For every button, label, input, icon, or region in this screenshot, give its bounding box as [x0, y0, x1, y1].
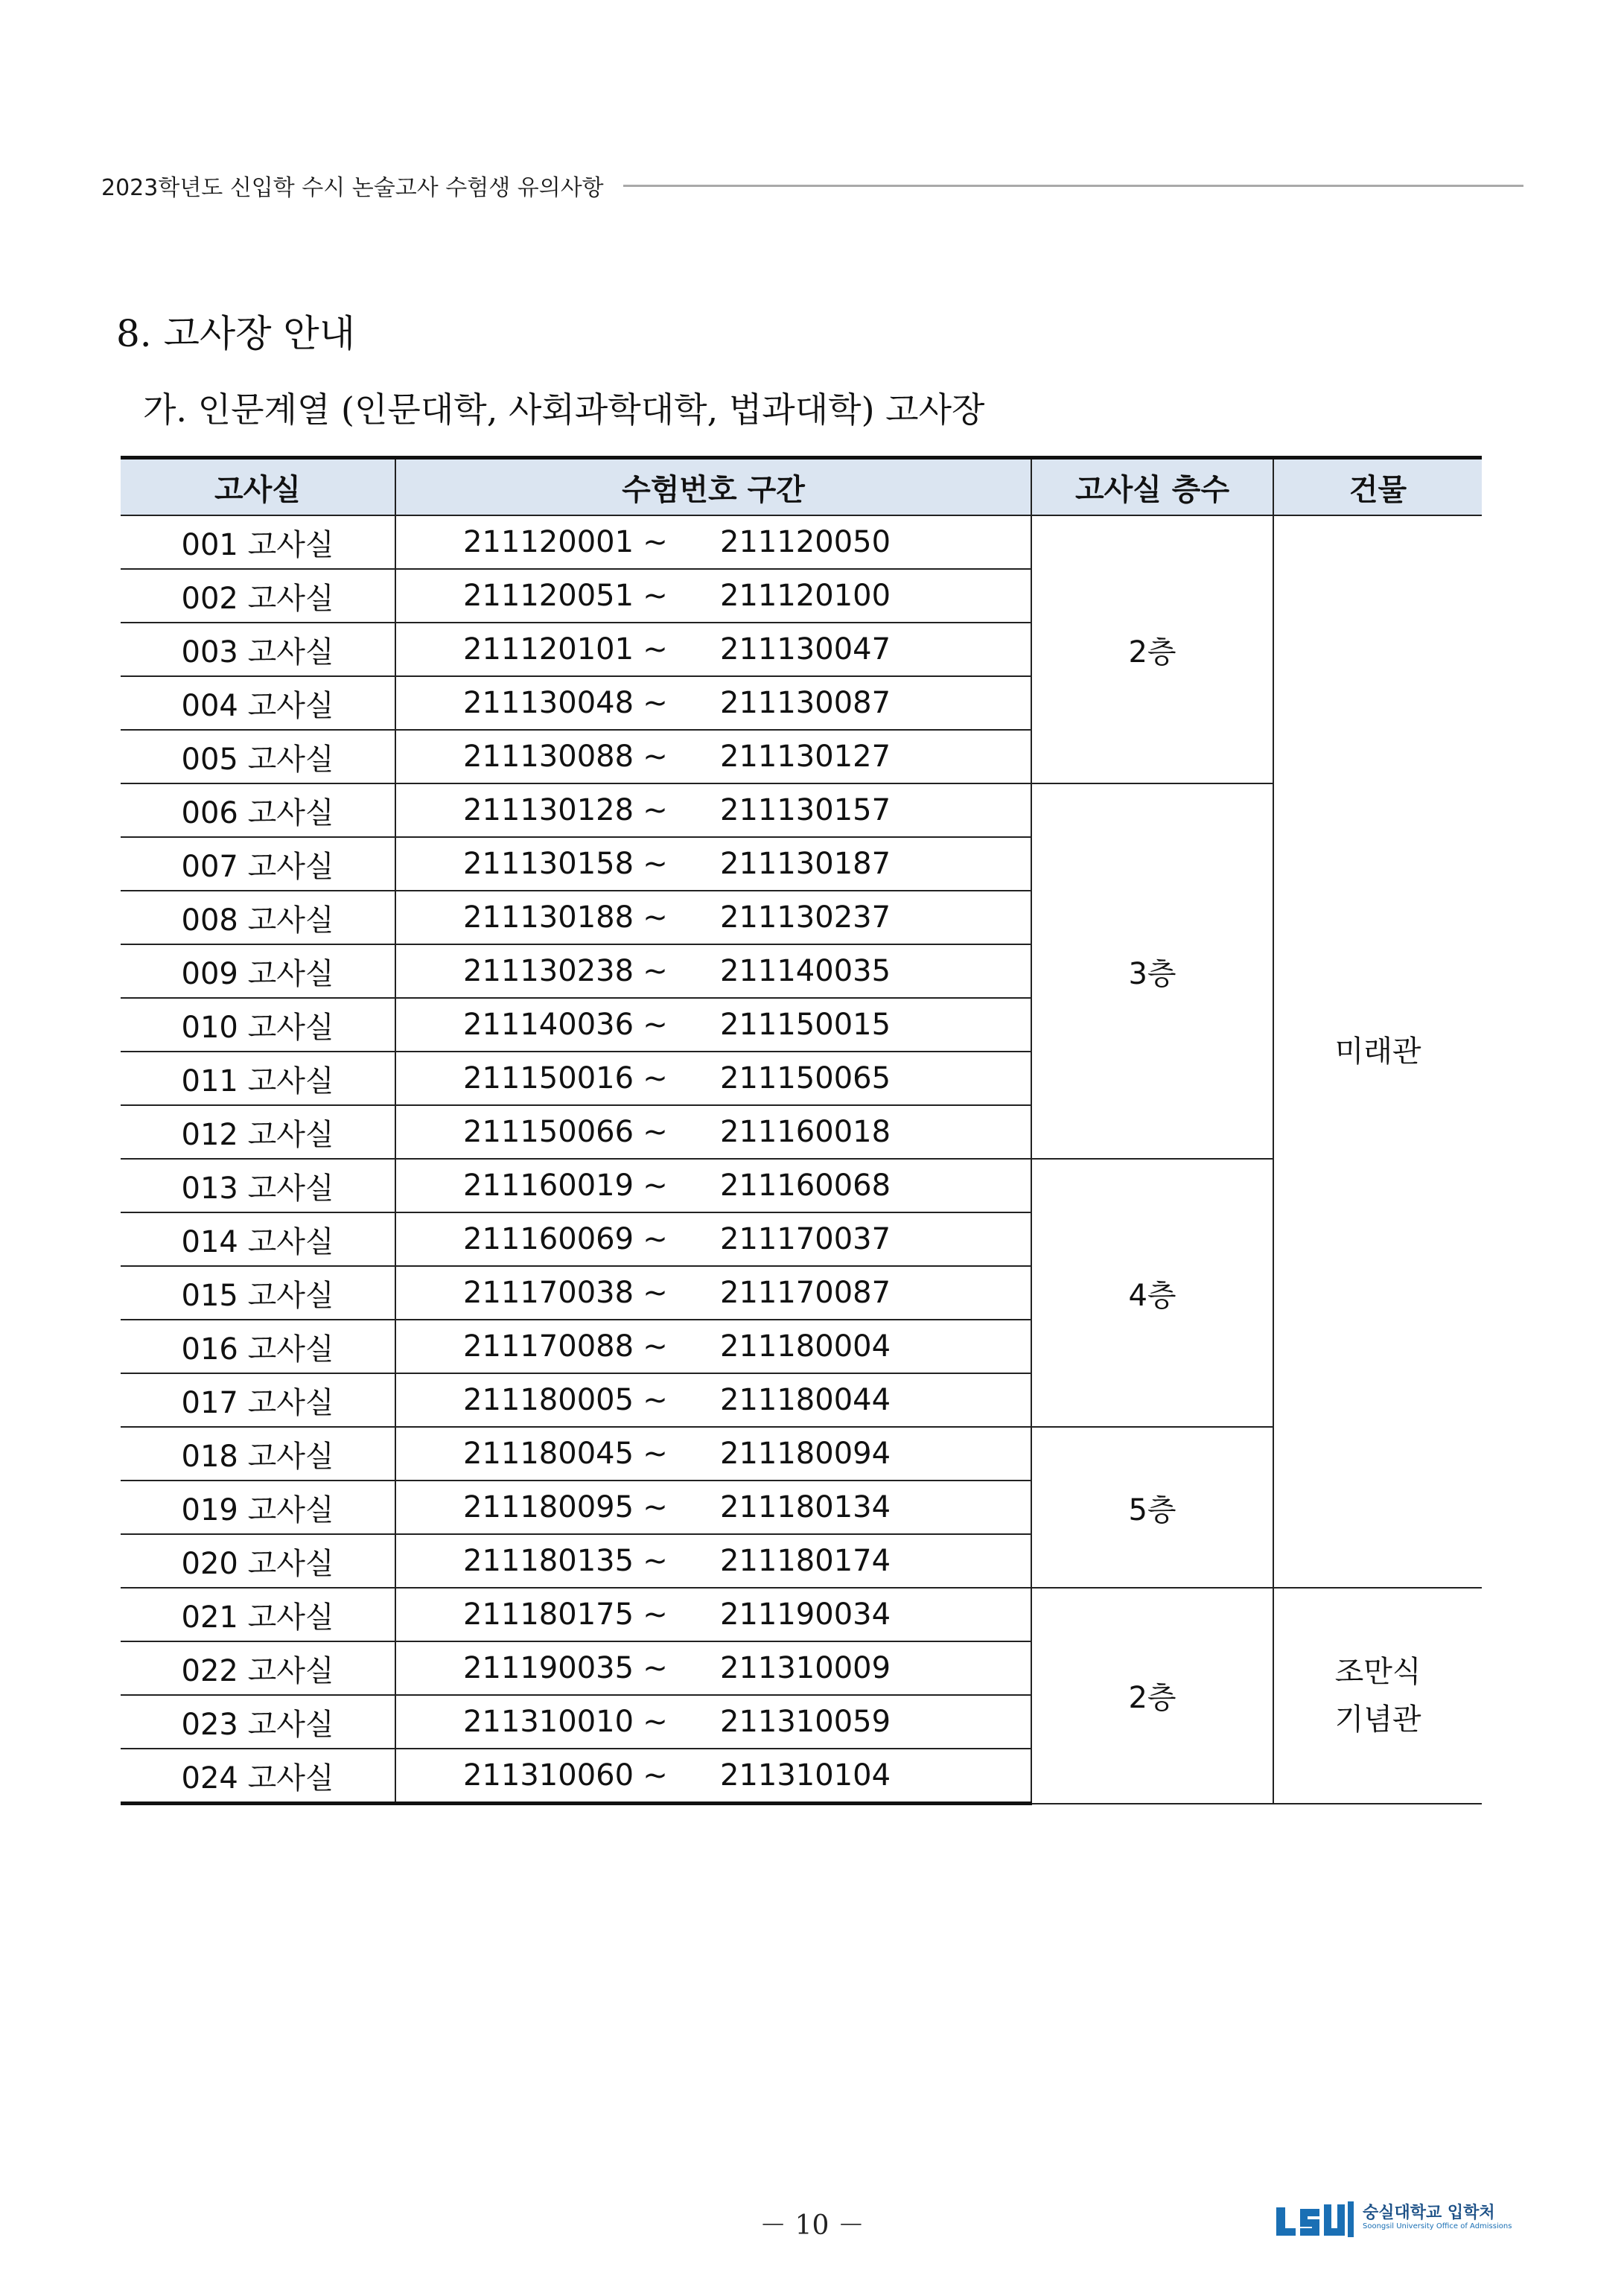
range-start-number: 211160019 [395, 1159, 622, 1212]
exam-room-name: 020 고사실 [121, 1534, 395, 1588]
exam-room-name: 008 고사실 [121, 891, 395, 944]
range-end-number: 211180044 [689, 1373, 1031, 1427]
range-start-number: 211160069 [395, 1212, 622, 1266]
logo-mark-icon [1276, 2201, 1354, 2237]
range-separator: ~ [622, 515, 689, 569]
range-start-number: 211150066 [395, 1105, 622, 1159]
page-number: － 10 － [760, 2210, 864, 2241]
exam-room-name: 002 고사실 [121, 569, 395, 623]
range-start-number: 211190035 [395, 1641, 622, 1695]
table-header-row [121, 458, 1482, 516]
header-rule [623, 185, 1523, 187]
building-cell [1273, 1588, 1482, 1804]
range-end-number: 211130127 [689, 730, 1031, 783]
range-separator: ~ [622, 1212, 689, 1266]
exam-room-name: 003 고사실 [121, 623, 395, 676]
range-end-number: 211160018 [689, 1105, 1031, 1159]
column-header-floor: 고사실 층수 [1031, 458, 1273, 516]
range-start-number: 211130188 [395, 891, 622, 944]
floor-cell: 5층 [1031, 1427, 1273, 1588]
section-title: 8. 고사장 안내 [116, 312, 355, 355]
building-cell [1273, 515, 1482, 1588]
exam-room-name: 017 고사실 [121, 1373, 395, 1427]
range-separator: ~ [622, 1427, 689, 1481]
subsection-title: 가. 인문계열 (인문대학, 사회과학대학, 법과대학) 고사장 [143, 389, 985, 430]
range-end-number: 211310009 [689, 1641, 1031, 1695]
range-end-number: 211120100 [689, 569, 1031, 623]
exam-room-name: 009 고사실 [121, 944, 395, 998]
range-separator: ~ [622, 837, 689, 891]
range-end-number: 211140035 [689, 944, 1031, 998]
range-start-number: 211130158 [395, 837, 622, 891]
range-end-number: 211130087 [689, 676, 1031, 730]
range-separator: ~ [622, 1266, 689, 1320]
range-start-number: 211120051 [395, 569, 622, 623]
exam-room-name: 014 고사실 [121, 1212, 395, 1266]
range-start-number: 211140036 [395, 998, 622, 1052]
logo-subtitle: Soongsil University Office of Admissions [1363, 2222, 1512, 2230]
exam-room-name: 019 고사실 [121, 1481, 395, 1534]
range-end-number: 211120050 [689, 515, 1031, 569]
range-separator: ~ [622, 944, 689, 998]
range-separator: ~ [622, 1588, 689, 1641]
building-name-line: 미래관 [1334, 1034, 1421, 1069]
range-end-number: 211310059 [689, 1695, 1031, 1749]
range-end-number: 211180004 [689, 1320, 1031, 1373]
running-header [101, 168, 1523, 203]
exam-room-name: 010 고사실 [121, 998, 395, 1052]
range-separator: ~ [622, 1373, 689, 1427]
exam-room-name: 021 고사실 [121, 1588, 395, 1641]
floor-cell: 3층 [1031, 783, 1273, 1159]
range-start-number: 211170038 [395, 1266, 622, 1320]
range-end-number: 211180094 [689, 1427, 1031, 1481]
building-name-line: 기념관 [1334, 1702, 1421, 1737]
exam-room-name: 006 고사실 [121, 783, 395, 837]
range-end-number: 211170087 [689, 1266, 1031, 1320]
range-separator: ~ [622, 998, 689, 1052]
exam-room-name: 005 고사실 [121, 730, 395, 783]
university-logo [1276, 2197, 1529, 2242]
exam-room-name: 016 고사실 [121, 1320, 395, 1373]
range-separator: ~ [622, 1641, 689, 1695]
range-start-number: 211130088 [395, 730, 622, 783]
range-start-number: 211310060 [395, 1749, 622, 1804]
table-row [121, 515, 1482, 569]
table-body [121, 515, 1482, 1804]
range-start-number: 211310010 [395, 1695, 622, 1749]
exam-room-name: 012 고사실 [121, 1105, 395, 1159]
exam-room-name: 022 고사실 [121, 1641, 395, 1695]
range-separator: ~ [622, 676, 689, 730]
range-separator: ~ [622, 730, 689, 783]
range-start-number: 211180045 [395, 1427, 622, 1481]
range-start-number: 211180135 [395, 1534, 622, 1588]
floor-cell: 2층 [1031, 515, 1273, 783]
range-end-number: 211130237 [689, 891, 1031, 944]
range-end-number: 211310104 [689, 1749, 1031, 1804]
range-start-number: 211180005 [395, 1373, 622, 1427]
exam-room-name: 024 고사실 [121, 1749, 395, 1804]
range-start-number: 211170088 [395, 1320, 622, 1373]
range-separator: ~ [622, 1534, 689, 1588]
exam-room-table [121, 456, 1482, 1805]
range-separator: ~ [622, 1105, 689, 1159]
exam-room-name: 023 고사실 [121, 1695, 395, 1749]
range-separator: ~ [622, 623, 689, 676]
range-separator: ~ [622, 1695, 689, 1749]
range-start-number: 211180175 [395, 1588, 622, 1641]
range-start-number: 211120001 [395, 515, 622, 569]
exam-room-name: 015 고사실 [121, 1266, 395, 1320]
range-end-number: 211130187 [689, 837, 1031, 891]
range-end-number: 211130157 [689, 783, 1031, 837]
building-name-line: 조만식 [1334, 1654, 1421, 1689]
exam-room-name: 013 고사실 [121, 1159, 395, 1212]
range-start-number: 211130238 [395, 944, 622, 998]
range-separator: ~ [622, 1481, 689, 1534]
floor-cell: 4층 [1031, 1159, 1273, 1427]
range-end-number: 211190034 [689, 1588, 1031, 1641]
range-separator: ~ [622, 1159, 689, 1212]
range-separator: ~ [622, 569, 689, 623]
column-header-room: 고사실 [121, 458, 395, 516]
range-start-number: 211130048 [395, 676, 622, 730]
exam-room-name: 018 고사실 [121, 1427, 395, 1481]
exam-room-name: 011 고사실 [121, 1052, 395, 1105]
range-separator: ~ [622, 1320, 689, 1373]
range-separator: ~ [622, 1749, 689, 1804]
table-row [121, 1588, 1482, 1641]
exam-room-name: 001 고사실 [121, 515, 395, 569]
range-end-number: 211150065 [689, 1052, 1031, 1105]
range-start-number: 211120101 [395, 623, 622, 676]
range-end-number: 211180174 [689, 1534, 1031, 1588]
range-end-number: 211150015 [689, 998, 1031, 1052]
range-start-number: 211180095 [395, 1481, 622, 1534]
range-start-number: 211130128 [395, 783, 622, 837]
range-end-number: 211130047 [689, 623, 1031, 676]
range-separator: ~ [622, 1052, 689, 1105]
exam-room-name: 007 고사실 [121, 837, 395, 891]
range-end-number: 211160068 [689, 1159, 1031, 1212]
range-end-number: 211180134 [689, 1481, 1031, 1534]
range-end-number: 211170037 [689, 1212, 1031, 1266]
document-title: 2023학년도 신입학 수시 논술고사 수험생 유의사항 [101, 175, 604, 201]
exam-room-name: 004 고사실 [121, 676, 395, 730]
range-separator: ~ [622, 891, 689, 944]
range-separator: ~ [622, 783, 689, 837]
logo-name: 숭실대학교 입학처 [1363, 2204, 1495, 2222]
floor-cell: 2층 [1031, 1588, 1273, 1804]
column-header-number-range: 수험번호 구간 [395, 458, 1031, 516]
range-start-number: 211150016 [395, 1052, 622, 1105]
column-header-building: 건물 [1273, 458, 1482, 516]
